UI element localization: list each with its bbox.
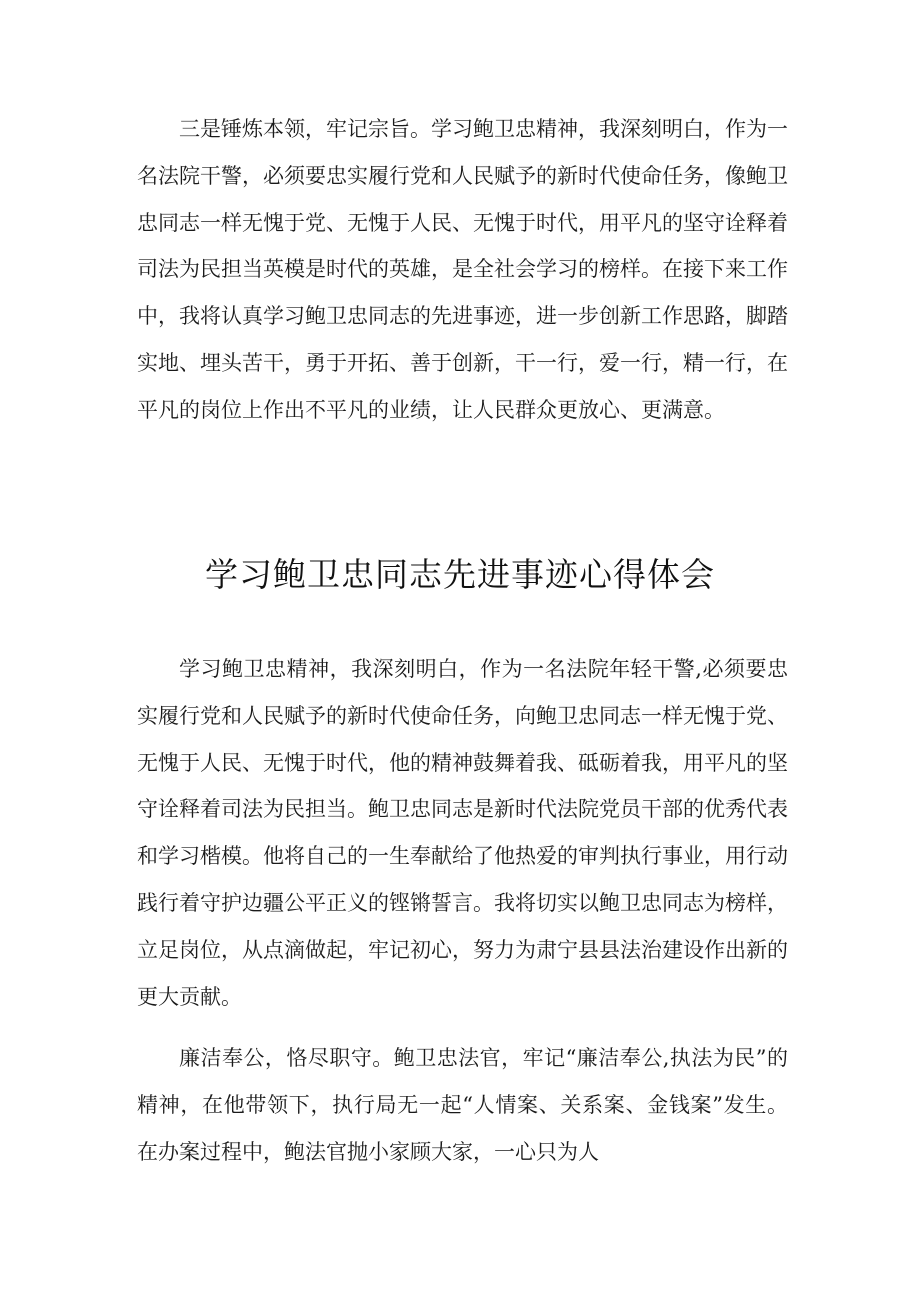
paragraph-3: 廉洁奉公，恪尽职守。鲍卫忠法官，牢记“廉洁奉公,执法为民”的精神，在他带领下，执行局无一起“人情案、关系案、金钱案”发生。在办案过程中，鲍法官抛小家顾大家，一心只为人 (137, 1046, 788, 1164)
document-title: 学习鲍卫忠同志先进事迹心得体会 (205, 555, 715, 594)
paragraph-1: 三是锤炼本领，牢记宗旨。学习鲍卫忠精神，我深刻明白，作为一名法院干警，必须要忠实履行党和人民赋予的新时代使命任务，像鲍卫忠同志一样无愧于党、无愧于人民、无愧于时代，用平凡的坚守诠释着司法为民担当英模是时代的英雄，是全社会学习的榜样。在接下来工作中，我将认真学习鲍卫忠同志的先进事迹，进一步创新工作思路，脚踏实地、埋头苦干，勇于开拓、善于创新，干一行，爱一行，精一行，在平凡的岗位上作出不平凡的业绩，让人民群众更放心、更满意。 (137, 117, 788, 422)
paragraph-2: 学习鲍卫忠精神，我深刻明白，作为一名法院年轻干警,必须要忠实履行党和人民赋予的新时代使命任务，向鲍卫忠同志一样无愧于党、无愧于人民、无愧于时代，他的精神鼓舞着我、砥砺着我，用平凡的坚守诠释着司法为民担当。鲍卫忠同志是新时代法院党员干部的优秀代表和学习楷模。他将自己的一生奉献给了他热爱的审判执行事业，用行动践行着守护边疆公平正义的铿锵誓言。我将切实以鲍卫忠同志为榜样，立足岗位，从点滴做起，牢记初心，努力为肃宁县县法治建设作出新的更大贡献。 (137, 657, 788, 1009)
